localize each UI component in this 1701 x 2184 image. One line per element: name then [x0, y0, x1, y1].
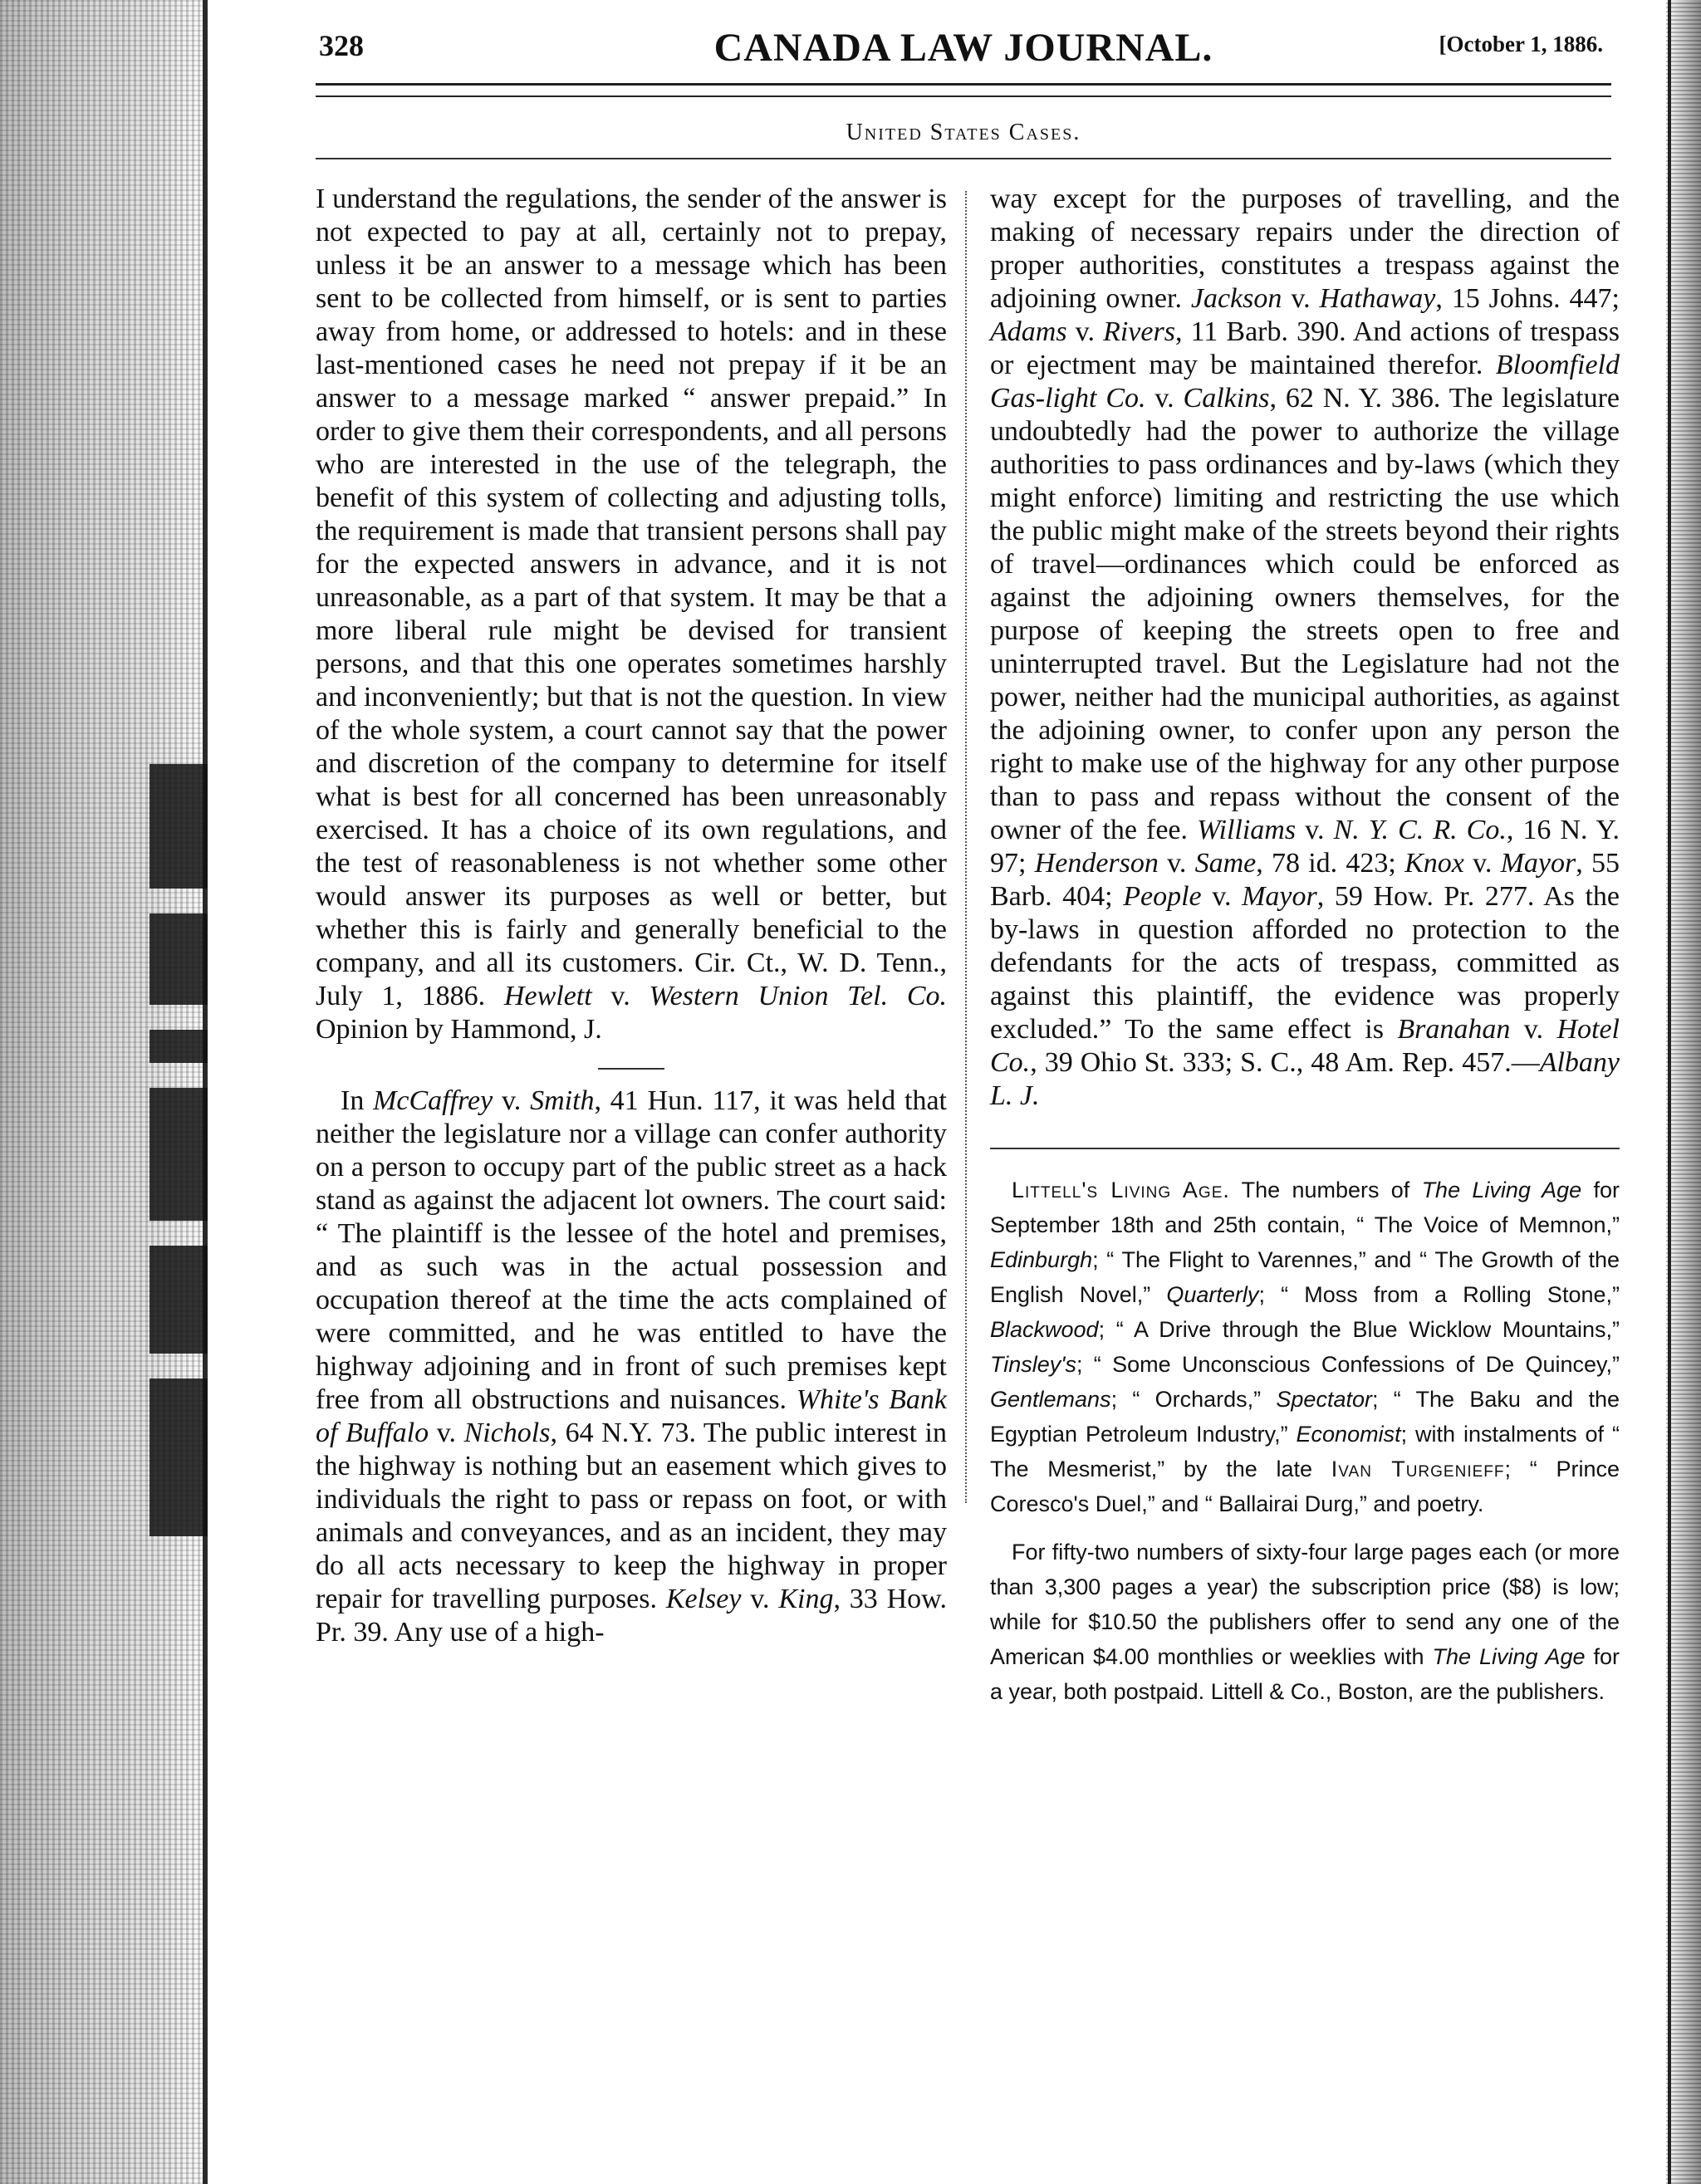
text-columns: [307, 183, 1620, 2159]
right-column: [990, 183, 1620, 1722]
paragraph-telegraph-regulations: I understand the regulations, the sender of the answer is not expected to pay at all, certainly not to prepay, unless it be an answer to a message which has been sent to be collected from himself, or is sent to parties away from home, or addressed to hotels: and in these last-mentioned cases he need not prepay if it be an answer to a message marked “ answer prepaid.” In order to give them their correspondents, and all persons who are interested in the use of the telegraph, the benefit of this system of collecting and adjusting tolls, the requirement is made that transient persons shall pay for the expected answers in advance, and it is not unreasonable, as a part of that system. It may be that a more liberal rule might be devised for transient persons, and that this one operates sometimes harshly and inconveniently; but that is not the question. In view of the whole system, a court cannot say that the power and discretion of the company to determine for itself what is best for all concerned has been unreasonably exercised. It has a choice of its own regulations, and the test of reasonableness is not whether some other would answer its purposes as well or better, but whether this is fairly and generally beneficial to the company, and all its customers. Cir. Ct., W. D. Tenn., July 1, 1886. Hewlett v. Western Union Tel. Co. Opinion by Hammond, J.: [316, 184, 947, 1045]
paragraph-mccaffrey-case: In McCaffrey v. Smith, 41 Hun. 117, it was held that neither the legislature nor a village can confer authority on a person to occupy part of the public street as a hack stand as against the adjacent lot owners. The court said: “ The plaintiff is the lessee of the hotel and premises, and as such was in the actual possession and occupation thereof at the time the acts complained of were committed, and he was entitled to have the highway adjoining and in front of such premises kept free from all obstructions and nuisances. White's Bank of Buffalo v. Nichols, 64 N.Y. 73. The public interest in the highway is nothing but an easement which gives to individuals the right to pass or repass on foot, or with animals and conveyances, and as an incident, they may do all acts necessary to keep the highway in proper repair for travelling purposes. Kelsey v. King, 33 How. Pr. 39. Any use of a high-: [316, 1085, 948, 1648]
header-rule: [316, 83, 1611, 97]
issue-date: [October 1, 1886.: [1439, 32, 1603, 56]
section-title: United States Cases.: [846, 120, 1081, 145]
page-number: 328: [319, 29, 364, 62]
notice-paragraph-contents: Littell's Living Age. The numbers of The Living Age for September 18th and 25th contain, “ The Voice of Memnon,” Edinburgh; “ The Flight to Varennes,” and “ The Growth of the English Novel,” Quarterly; “ Moss from a Rolling Stone,” Blackwood; “ A Drive through the Blue Wicklow Mountains,” Tinsley's; “ Some Unconscious Confessions of De Quincey,” Gentlemans; “ Orchards,” Spectator; “ The Baku and the Egyptian Petroleum Industry,” Economist; with instalments of “ The Mesmerist,” by the late Ivan Turgenieff; “ Prince Coresco's Duel,” and “ Ballairai Durg,” and poetry.: [990, 1178, 1620, 1516]
journal-title: CANADA LAW JOURNAL.: [713, 26, 1213, 70]
journal-page: [307, 17, 1620, 2167]
column-divider: [965, 191, 967, 1503]
scan-right-edge: [1666, 0, 1701, 2184]
section-rule: [316, 158, 1611, 159]
case-separator: [598, 1068, 664, 1070]
library-stamp-graphic: [125, 747, 224, 1578]
running-head: [307, 17, 1620, 91]
notice-separator: [990, 1148, 1620, 1149]
living-age-notice: [990, 1173, 1620, 1709]
paragraph-highway-trespass: way except for the purposes of travelling, and the making of necessary repairs under the direction of proper authorities, constitutes a trespass against the adjoining owner. Jackson v. Hathaway, 15 Johns. 447; Adams v. Rivers, 11 Barb. 390. And actions of trespass or ejectment may be maintained therefor. Bloomfield Gas-light Co. v. Calkins, 62 N. Y. 386. The legislature undoubtedly had the power to authorize the village authorities to pass ordinances and by-laws (which they might enforce) limiting and restricting the use which the public might make of the streets beyond their rights of travel—ordinances which could be enforced as against the adjoining owners themselves, for the purpose of keeping the streets open to free and uninterrupted travel. But the Legislature had not the power, neither had the municipal authorities, as against the adjoining owner, to confer upon any person the right to make use of the highway for any other purpose than to pass and repass without the consent of the owner of the fee. Williams v. N. Y. C. R. Co., 16 N. Y. 97; Henderson v. Same, 78 id. 423; Knox v. Mayor, 55 Barb. 404; People v. Mayor, 59 How. Pr. 277. As the by-laws in question afforded no protection to the defendants for the acts of trespass, committed as against this plaintiff, the evidence was properly excluded.” To the same effect is Branahan v. Hotel Co., 39 Ohio St. 333; S. C., 48 Am. Rep. 457.—Albany L. J.: [990, 184, 1620, 1111]
left-column: [316, 183, 947, 1649]
notice-paragraph-subscription: For fifty-two numbers of sixty-four large pages each (or more than 3,300 pages a year) the subscription price ($8) is low; while for $10.50 the publishers offer to send any one of the American $4.00 monthlies or weeklies with The Living Age for a year, both postpaid. Littell & Co., Boston, are the publishers.: [990, 1540, 1620, 1704]
